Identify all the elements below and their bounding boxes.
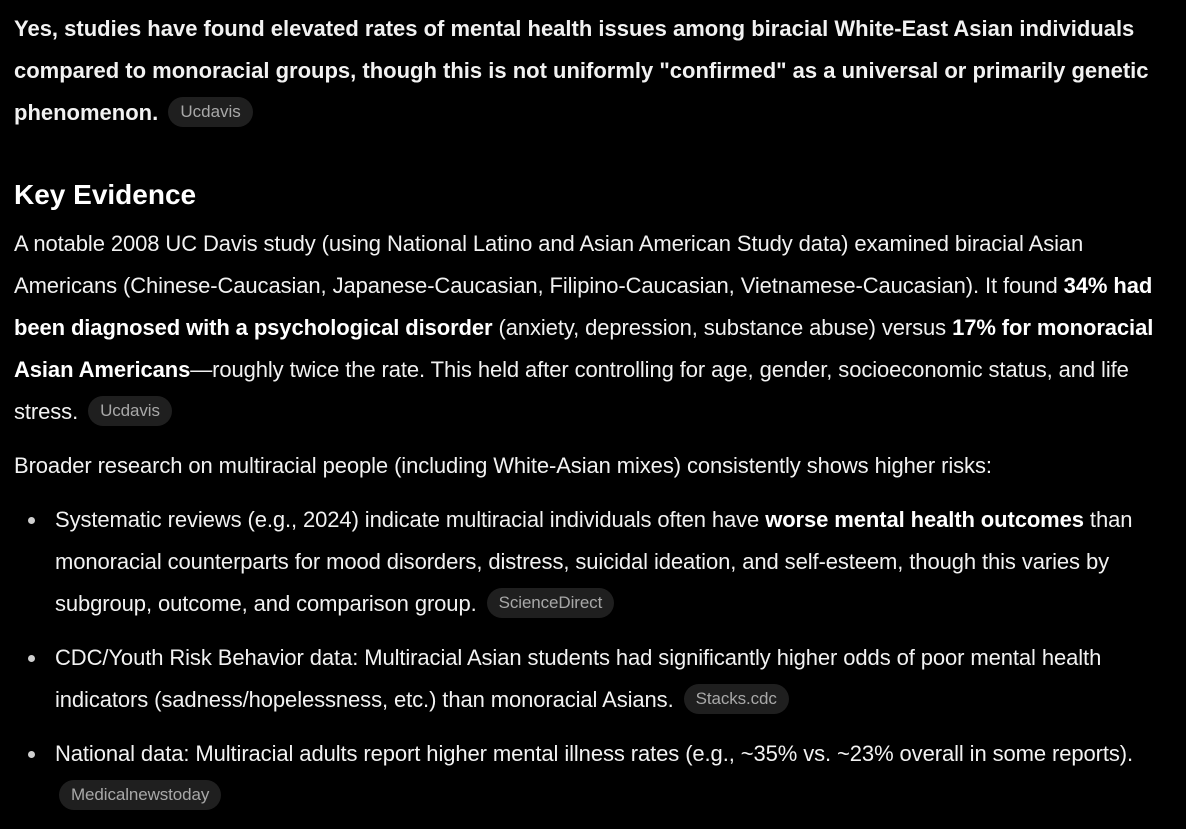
citation-chip[interactable]: Ucdavis bbox=[88, 396, 172, 426]
citation-chip[interactable]: Ucdavis bbox=[168, 97, 252, 127]
paragraph-text: A notable 2008 UC Davis study (using National Latino and Asian American Study data) examined biracial Asian Americans (Chinese-Caucasian, Japanese-Caucasian, Filipino-Caucasian, Vietnamese-Caucasian). It found bbox=[14, 231, 1084, 298]
evidence-list bbox=[14, 499, 1174, 817]
bullet-icon bbox=[28, 751, 35, 758]
citation-chip[interactable]: Stacks.cdc bbox=[684, 684, 789, 714]
bold-stat: 17% for monoracial Asian Americans bbox=[14, 315, 1154, 382]
list-item-text: CDC/Youth Risk Behavior data: Multiracial Asian students had significantly higher odds of poor mental health indicators (sadness/hopelessness, etc.) than monoracial Asians. bbox=[55, 645, 1102, 712]
list-item-text: Systematic reviews (e.g., 2024) indicate multiracial individuals often have bbox=[55, 507, 766, 532]
list-item-text: National data: Multiracial adults report higher mental illness rates (e.g., ~35% vs. ~23% overall in some reports). bbox=[55, 741, 1134, 766]
paragraph-text: —roughly twice the rate. This held after controlling for age, gender, socioeconomic status, and life stress. bbox=[14, 357, 1129, 424]
citation-chip[interactable]: ScienceDirect bbox=[487, 588, 615, 618]
paragraph-text: (anxiety, depression, substance abuse) versus bbox=[492, 315, 953, 340]
bullet-icon bbox=[28, 517, 35, 524]
list-item bbox=[14, 499, 1174, 625]
list-item bbox=[14, 637, 1174, 721]
evidence-paragraph bbox=[14, 223, 1174, 433]
bullet-icon bbox=[28, 655, 35, 662]
intro-paragraph bbox=[14, 8, 1174, 134]
list-item-text: than monoracial counterparts for mood disorders, distress, suicidal ideation, and self-esteem, though this varies by subgroup, outcome, and comparison group. bbox=[55, 507, 1133, 616]
bold-phrase: worse mental health outcomes bbox=[765, 507, 1084, 532]
section-heading: Key Evidence bbox=[14, 179, 197, 210]
bold-stat: 34% had been diagnosed with a psychological disorder bbox=[14, 273, 1153, 340]
citation-chip[interactable]: Medicalnewstoday bbox=[59, 780, 221, 810]
list-item bbox=[14, 733, 1174, 817]
intro-text: Yes, studies have found elevated rates of mental health issues among biracial White-East Asian individuals compared to monoracial groups, though this is not uniformly "confirmed" as a universal or primarily genetic phenomenon. bbox=[14, 16, 1149, 125]
broader-research-paragraph: Broader research on multiracial people (including White-Asian mixes) consistently shows higher risks: bbox=[14, 453, 992, 478]
